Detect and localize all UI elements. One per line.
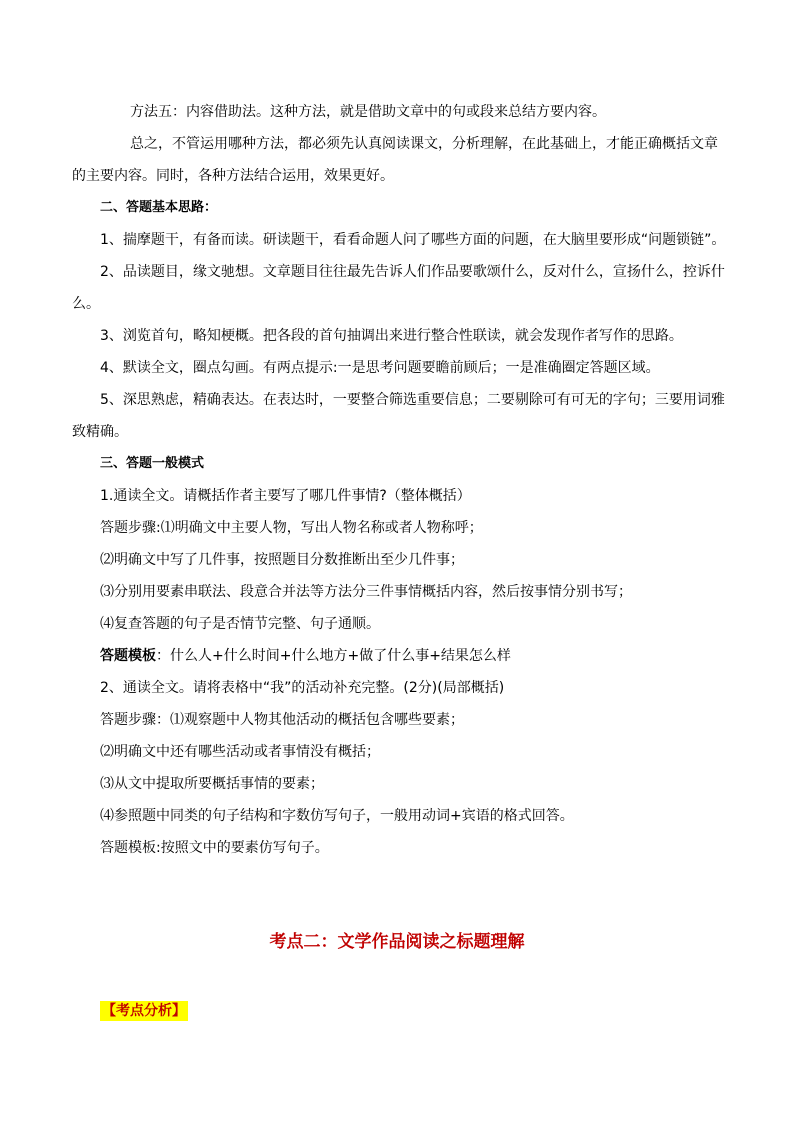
q2-step-1: 答题步骤：⑴观察题中人物其他活动的概括包含哪些要素； xyxy=(100,712,464,728)
step-2-line-1: 2、品读题目，缘文驰想。文章题目往往最先告诉人们作品要歌颂什么，反对什么，宣扬什么，控诉什 xyxy=(100,264,725,280)
paragraph-method-five: 方法五：内容借助法。这种方法，就是借助文章中的句或段来总结方要内容。 xyxy=(130,104,606,120)
q2-step-4: ⑷参照题中同类的句子结构和字数仿写句子，一般用动词+宾语的格式回答。 xyxy=(100,808,574,824)
q2-template: 答题模板:按照文中的要素仿写句子。 xyxy=(100,840,329,856)
step-5-line-2: 致精确。 xyxy=(72,424,128,440)
question-1: 1.通读全文。请概括作者主要写了哪几件事情?（整体概括） xyxy=(100,488,471,504)
step-3: 3、浏览首句，略知梗概。把各段的首句抽调出来进行整合性联读，就会发现作者写作的思路。 xyxy=(100,328,683,344)
heading-basic-approach: 二、答题基本思路： xyxy=(100,200,218,215)
q2-step-2: ⑵明确文中还有哪些活动或者事情没有概括； xyxy=(100,744,380,760)
q1-step-4: ⑷复查答题的句子是否情节完整、句子通顺。 xyxy=(100,616,380,632)
section-title: 考点二：文学作品阅读之标题理解 xyxy=(269,932,525,952)
q2-step-3: ⑶从文中提取所要概括事情的要素； xyxy=(100,776,324,792)
q1-step-3: ⑶分别用要素串联法、段意合并法等方法分三件事情概括内容，然后按事情分别书写； xyxy=(100,584,632,600)
template-text: ：什么人+什么时间+什么地方+做了什么事+结果怎么样 xyxy=(156,648,511,664)
analysis-tag: 【考点分析】 xyxy=(102,1003,186,1019)
step-2-line-2: 么。 xyxy=(72,296,100,312)
q1-step-2: ⑵明确文中写了几件事，按照题目分数推断出至少几件事； xyxy=(100,552,464,568)
paragraph-summary-line-2: 的主要内容。同时，各种方法结合运用，效果更好。 xyxy=(72,168,394,184)
template-label: 答题模板 xyxy=(100,648,156,664)
q1-template xyxy=(100,646,511,666)
step-4: 4、默读全文，圈点勾画。有两点提示:一是思考问题要瞻前顾后；一是准确圈定答题区域。 xyxy=(100,360,660,376)
step-1: 1、揣摩题干，有备而读。研读题干，看看命题人问了哪些方面的问题，在大脑里要形成“问题锁链”。 xyxy=(100,232,726,248)
step-5-line-1: 5、深思熟虑，精确表达。在表达时，一要整合筛选重要信息；二要剔除可有可无的字句；三要用词雅 xyxy=(100,392,725,408)
paragraph-summary-line-1: 总之，不管运用哪种方法，都必须先认真阅读课文，分析理解，在此基础上，才能正确概括文章 xyxy=(130,136,718,152)
question-2: 2、通读全文。请将表格中“我”的活动补充完整。(2分)(局部概括) xyxy=(100,680,505,696)
heading-general-pattern: 三、答题一般模式 xyxy=(100,456,205,471)
q1-step-1: 答题步骤:⑴明确文中主要人物，写出人物名称或者人物称呼； xyxy=(100,520,483,536)
